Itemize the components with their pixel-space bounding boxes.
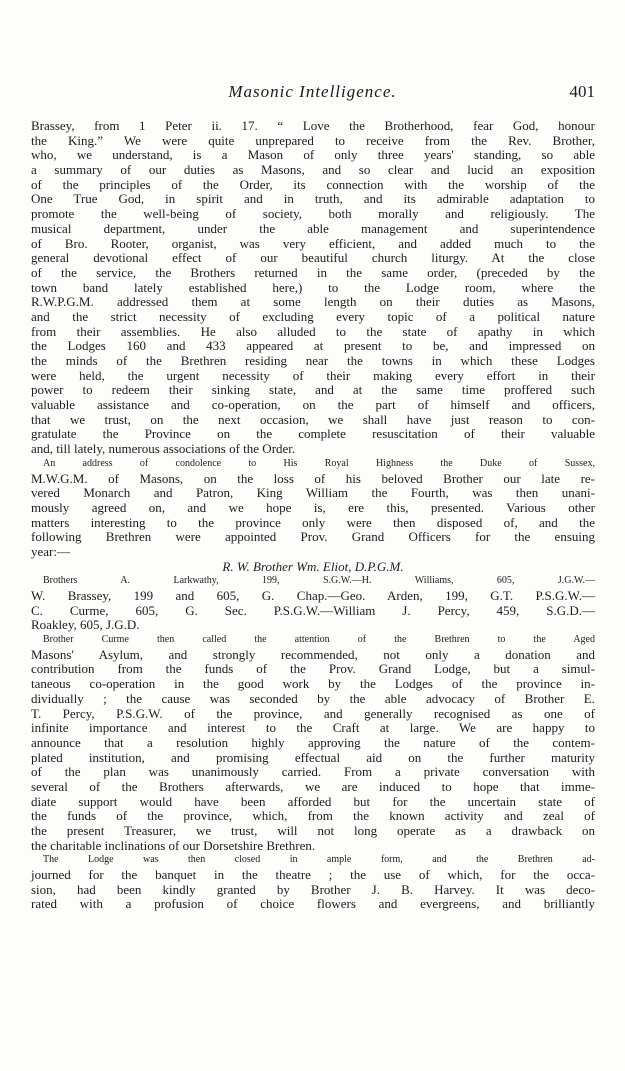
- text-line: journed for the banquet in the theatre ; the use of which, for the occa-: [31, 867, 595, 883]
- text-line: Brother Curme then called the attention of the Brethren to the Aged: [43, 634, 595, 646]
- text-line: gratulate the Province on the complete resuscitation of their valuable: [31, 426, 595, 442]
- text-line: of the service, the Brothers returned in the same order, (preceded by the: [31, 264, 595, 280]
- text-line: R.W.P.G.M. addressed them at some length on their duties as Masons,: [31, 294, 595, 310]
- text-line: and, till lately, numerous associations of the Order.: [31, 441, 296, 457]
- text-line: W. Brassey, 199 and 605, G. Chap.—Geo. Arden, 199, G.T. P.S.G.W.—: [31, 588, 595, 603]
- text-line: a summary of our duties as Masons, and so clear and lucid an exposition: [31, 162, 595, 178]
- text-line: taneous co-operation in the good work by the Lodges of the province in-: [31, 676, 595, 692]
- text-line: One True God, in spirit and in truth, and its admirable adaptation to: [31, 191, 595, 207]
- text-line: town band lately established here,) to the Lodge room, where the: [31, 279, 595, 295]
- text-line: of Bro. Rooter, organist, was very efficient, and added much to the: [31, 235, 595, 251]
- text-line: and the strict necessity of excluding every topic of a political nature: [31, 308, 595, 324]
- text-line: announce that a resolution highly approving the nature of the contem-: [31, 734, 595, 750]
- text-line: the present Treasurer, we trust, will not long operate as a drawback on: [31, 823, 595, 838]
- article-body: [31, 119, 595, 912]
- text-line: power to redeem their sinking state, and at the same time proffered such: [31, 382, 595, 398]
- text-line: The Lodge was then closed in ample form, and the Brethren ad-: [43, 854, 595, 866]
- text-line: the King.” We were quite unprepared to receive from the Rev. Brother,: [31, 132, 595, 148]
- text-line: were held, the urgent necessity of their making every effort in their: [31, 367, 595, 383]
- text-line: Masons' Asylum, and strongly recommended, not only a donation and: [31, 646, 595, 662]
- text-line: the funds of the province, which, from the known activity and zeal of: [31, 808, 595, 824]
- running-title: Masonic Intelligence.: [228, 82, 397, 101]
- text-line: valuable assistance and co-operation, on the part of himself and officers,: [31, 397, 595, 413]
- text-line: Roakley, 605, J.G.D.: [31, 617, 140, 633]
- text-line: dividually ; the cause was seconded by the able advocacy of Brother E.: [31, 690, 595, 706]
- text-line: year:—: [31, 543, 70, 559]
- text-line: promote the well-being of society, both morally and religiously. The: [31, 206, 595, 222]
- text-line: Brassey, from 1 Peter ii. 17. “ Love the Brotherhood, fear God, honour: [31, 118, 595, 133]
- text-line: vered Monarch and Patron, King William the Fourth, was then unani-: [31, 485, 595, 501]
- text-line: matters interesting to the province only were then disposed of, and the: [31, 514, 595, 530]
- text-line: sion, had been kindly granted by Brother J. B. Harvey. It was deco-: [31, 881, 595, 897]
- text-line: of the principles of the Order, its connection with the worship of the: [31, 176, 595, 192]
- text-line: mously agreed on, and we hope is, ere this, presented. Various other: [31, 499, 595, 515]
- text-line: musical department, under the able management and superintendence: [31, 220, 595, 236]
- text-line: of the plan was unanimously carried. From a private conversation with: [31, 764, 595, 780]
- text-line: diate support would have been afforded but for the uncertain state of: [31, 793, 595, 809]
- text-line: several of the Brothers afterwards, we are induced to hope that imme-: [31, 778, 595, 794]
- text-line: plated institution, and promising effectual aid on the further maturity: [31, 749, 595, 765]
- text-line: the Lodges 160 and 433 appeared at present to be, and impressed on: [31, 338, 595, 354]
- officer-heading-line: R. W. Brother Wm. Eliot, D.P.G.M.: [222, 558, 404, 574]
- text-line: who, we understand, is a Mason of only three years' standing, so able: [31, 147, 595, 163]
- page-header: [30, 82, 595, 106]
- page-number: 401: [569, 82, 595, 101]
- text-line: from their assemblies. He also alluded to the state of apathy in which: [31, 323, 595, 339]
- text-line: infinite importance and interest to the Craft at large. We are happy to: [31, 720, 595, 736]
- text-line: that we trust, on the next occasion, we shall have just reason to con-: [31, 411, 595, 427]
- text-line: C. Curme, 605, G. Sec. P.S.G.W.—William J. Percy, 459, S.G.D.—: [31, 602, 595, 618]
- text-line: following Brethren were appointed Prov. Grand Officers for the ensuing: [31, 529, 595, 545]
- text-line: Brothers A. Larkwathy, 199, S.G.W.—H. Williams, 605, J.G.W.—: [43, 575, 595, 587]
- text-line: rated with a profusion of choice flowers and evergreens, and brilliantly: [31, 896, 595, 912]
- text-line: general devotional effect of our beautiful church liturgy. At the close: [31, 250, 595, 266]
- text-line: the minds of the Brethren residing near the towns in which these Lodges: [31, 353, 595, 368]
- text-line: T. Percy, P.S.G.W. of the province, and generally recognised as one of: [31, 705, 595, 721]
- text-line: M.W.G.M. of Masons, on the loss of his beloved Brother our late re-: [31, 470, 595, 486]
- text-line: the charitable inclinations of our Dorsetshire Brethren.: [31, 837, 316, 853]
- text-line: contribution from the funds of the Prov. Grand Lodge, but a simul-: [31, 661, 595, 677]
- text-line: An address of condolence to His Royal Highness the Duke of Sussex,: [43, 457, 595, 469]
